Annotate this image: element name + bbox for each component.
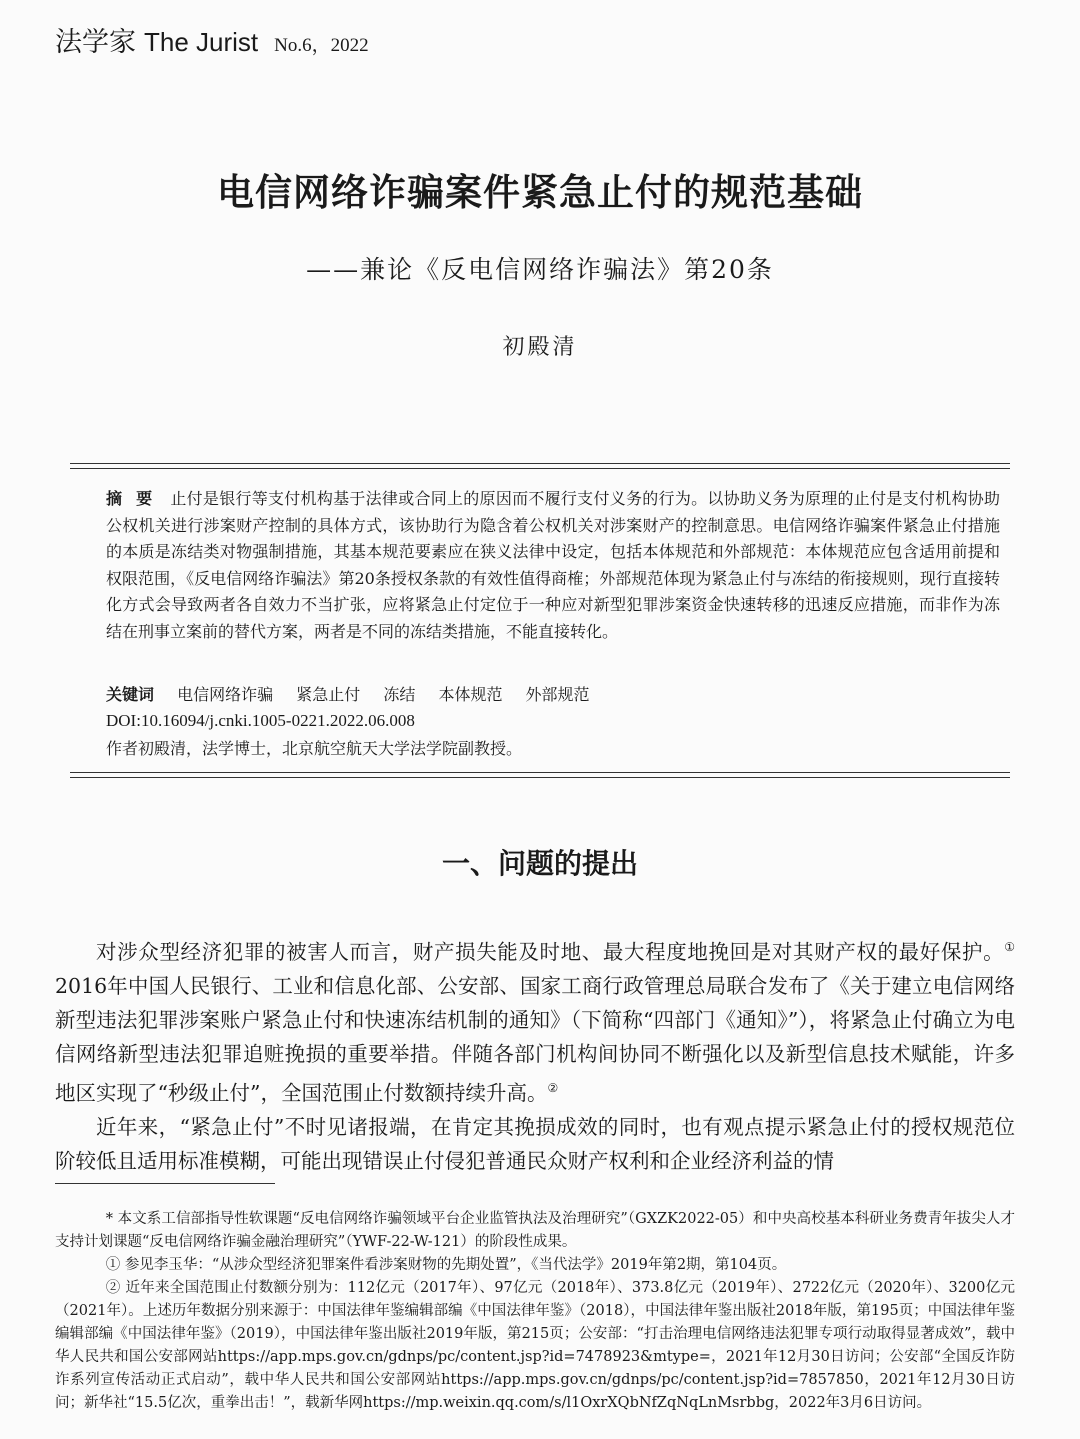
- body-text: [55, 930, 1015, 1178]
- journal-name-en: The Jurist: [144, 27, 259, 57]
- footnotes: [55, 1208, 1015, 1415]
- footnote: * 本文系工信部指导性软课题“反电信网络诈骗领域平台企业监管执法及治理研究”（GXZK2022-05）和中央高校基本科研业务费青年拔尖人才支持计划课题“反电信网络诈骗金融治理研究”（YWF-22-W-121）的阶段性成果。: [55, 1211, 1015, 1250]
- abstract-top-rule: [70, 463, 1010, 464]
- abstract-label: 摘 要: [106, 489, 157, 508]
- section-heading: 一、问题的提出: [441, 847, 638, 880]
- keywords: [106, 682, 608, 705]
- footnote: ① 参见李玉华：“从涉众型经济犯罪案件看涉案财物的先期处置”，《当代法学》2019年第2期，第104页。: [105, 1257, 787, 1273]
- running-header: [55, 20, 369, 59]
- abstract-bottom-rule: [70, 772, 1010, 773]
- body-paragraph: 近年来，“紧急止付”不时见诸报端，在肯定其挽损成效的同时，也有观点提示紧急止付的授权规范位阶较低且适用标准模糊，可能出现错误止付侵犯普通民众财产权利和企业经济利益的情: [55, 1114, 1015, 1173]
- keyword: 冻结: [383, 685, 416, 704]
- keywords-label: 关键词: [106, 685, 155, 704]
- footnote: ② 近年来全国范围止付数额分别为：112亿元（2017年）、97亿元（2018年）、373.8亿元（2019年）、2722亿元（2020年）、3200亿元（2021年）。上述历年数据分别来源于：中国法律年鉴编辑部编《中国法律年鉴》（2018），中国法律年鉴出版社2018年版，第195页；中国法律年鉴编辑部编《中国法律年鉴》（2019），中国法律年鉴出版社2019年版，第215页；公安部：“打击治理电信网络违法犯罪专项行动取得显著成效”，载中华人民共和国公安部网站https://app.mps.gov.cn/gdnps/pc/content.jsp?id=7478923&mtype=，2021年12月30日访问；公安部“全国反诈防诈系列宣传活动正式启动”，载中华人民共和国公安部网站https://app.mps.gov.cn/gdnps/pc/content.jsp?id=7857850，2021年12月30日访问；新华社“15.5亿次，重拳出击！”，载新华网https://mp.weixin.qq.com/s/l1OxrXQbNfZqNqLnMsrbbg，2022年3月6日访问。: [55, 1280, 1015, 1411]
- body-paragraph: [55, 930, 1015, 1110]
- doi: DOI:10.16094/j.cnki.1005-0221.2022.06.008: [106, 711, 415, 730]
- keyword: 紧急止付: [296, 685, 361, 704]
- abstract: [106, 486, 1000, 645]
- keyword: 外部规范: [525, 685, 590, 704]
- keyword: 本体规范: [438, 685, 503, 704]
- footnote-divider: [55, 1183, 275, 1184]
- article-subtitle: ——兼论《反电信网络诈骗法》第20条: [306, 255, 774, 284]
- footnote-ref[interactable]: ①: [1004, 940, 1015, 954]
- author-note: 作者初殿清，法学博士，北京航空航天大学法学院副教授。: [106, 739, 523, 758]
- footnote-ref[interactable]: ②: [547, 1080, 559, 1095]
- journal-name-cn: 法学家: [55, 27, 136, 58]
- abstract-bottom-rule-inner: [70, 777, 1010, 778]
- article-author: 初殿清: [502, 335, 578, 360]
- article-title: 电信网络诈骗案件紧急止付的规范基础: [217, 171, 863, 214]
- keyword: 电信网络诈骗: [177, 685, 274, 704]
- body-text-run: 2016年中国人民银行、工业和信息化部、公安部、国家工商行政管理总局联合发布了《关于建立电信网络新型违法犯罪涉案账户紧急止付和快速冻结机制的通知》（下简称“四部门《通知》”），将紧急止付确立为电信网络新型违法犯罪追赃挽损的重要举措。伴随各部门机构间协同不断强化以及新型信息技术赋能，许多地区实现了“秒级止付”，全国范围止付数额持续升高。: [55, 973, 1015, 1105]
- journal-issue: No.6，2022: [274, 35, 369, 56]
- abstract-top-rule-inner: [70, 468, 1010, 469]
- body-text-run: 对涉众型经济犯罪的被害人而言，财产损失能及时地、最大程度地挽回是对其财产权的最好保护。: [96, 939, 1005, 964]
- abstract-text: 止付是银行等支付机构基于法律或合同上的原因而不履行支付义务的行为。以协助义务为原理的止付是支付机构协助公权机关进行涉案财产控制的具体方式，该协助行为隐含着公权机关对涉案财产的控制意思。电信网络诈骗案件紧急止付措施的本质是冻结类对物强制措施，其基本规范要素应在狭义法律中设定，包括本体规范和外部规范：本体规范应包含适用前提和权限范围，《反电信网络诈骗法》第20条授权条款的有效性值得商榷；外部规范体现为紧急止付与冻结的衔接规则，现行直接转化方式会导致两者各自效力不当扩张，应将紧急止付定位于一种应对新型犯罪涉案资金快速转移的迅速反应措施，而非作为冻结在刑事立案前的替代方案，两者是不同的冻结类措施，不能直接转化。: [106, 489, 1000, 641]
